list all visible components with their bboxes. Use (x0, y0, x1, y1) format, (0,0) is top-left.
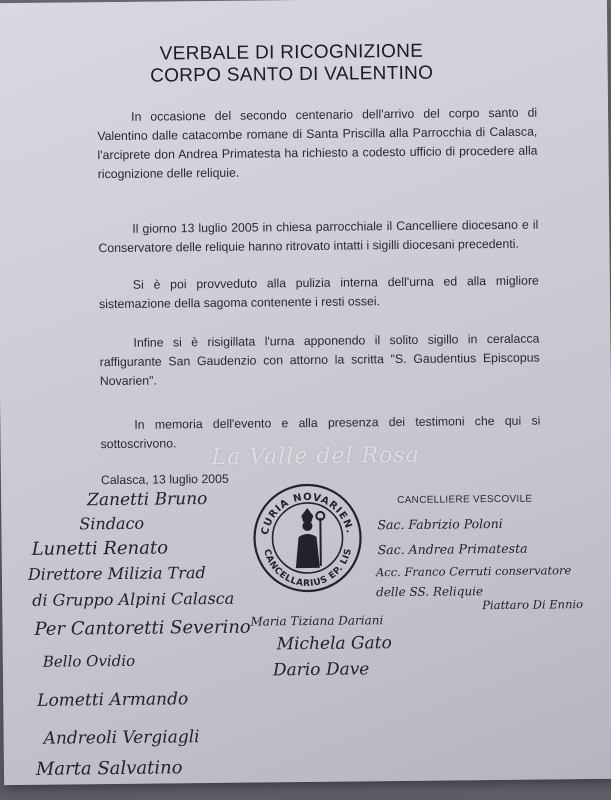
seal-top-text: CURIA NOVARIEN. (259, 491, 356, 536)
paragraph-5: In memoria dell'evento e alla presenza dei testimoni che qui si sottoscrivono. (100, 413, 541, 452)
signature-right-4: delle SS. Reliquie (376, 584, 484, 600)
signature-left-5: di Gruppo Alpini Calasca (32, 588, 235, 610)
signature-left-10: Marta Salvatino (35, 757, 183, 780)
signature-middle-2: Michela Gato (276, 633, 392, 655)
signature-left-2: Sindaco (79, 513, 145, 534)
signature-right-2: Sac. Andrea Primatesta (377, 540, 528, 558)
seal-icon (251, 481, 364, 594)
signature-left-4: Direttore Milizia Trad (27, 563, 206, 584)
paragraph-3: Si è poi provveduto alla pulizia interna dell'urna ed alla migliore sistemazione della sagoma contenente i resti ossei. (99, 273, 539, 312)
title-line-2: CORPO SANTO DI VALENTINO (150, 62, 434, 87)
document-title (76, 40, 506, 89)
signature-left-1: Zanetti Bruno (87, 489, 208, 511)
curia-seal-stamp (251, 481, 364, 594)
signature-left-8: Lometti Armando (37, 689, 189, 711)
signature-left-7: Bello Ovidio (42, 651, 136, 671)
title-line-1: VERBALE DI RICOGNIZIONE (159, 40, 424, 65)
paragraph-1: In occasione del secondo centenario dell'arrivo del corpo santo di Valentino dalle catacombe romane di Santa Priscilla alla Parrocchia di Calasca, l'arciprete don Andrea Primatesta ha richiesto a codesto ufficio di procedere alla ricognizione delle reliquie. (97, 105, 538, 182)
cancelliere-heading: CANCELLIERE VESCOVILE (397, 493, 533, 507)
signature-left-6: Per Cantoretti Severino (34, 616, 251, 640)
signature-right-1: Sac. Fabrizio Poloni (377, 515, 503, 533)
signature-middle-3: Dario Dave (272, 659, 370, 681)
signature-left-3: Lunetti Renato (31, 537, 169, 560)
signature-left-9: Andreoli Vergiagli (43, 727, 200, 749)
paragraph-4: Infine si è risigillata l'urna apponendo il solito sigillo in ceralacca raffigurante San Gaudenzio con attorno la scritta "S. Gaudentius Episcopus Novarien". (99, 331, 540, 389)
place-date: Calasca, 13 luglio 2005 (100, 471, 229, 488)
watermark: La Valle del Rosa (211, 442, 420, 470)
signature-right-3: Acc. Franco Cerruti conservatore (375, 563, 572, 580)
signature-right-5: Piattaro Di Ennio (482, 597, 584, 613)
signature-middle-1: Maria Tiziana Dariani (250, 613, 384, 629)
paragraph-2: Il giorno 13 luglio 2005 in chiesa parrocchiale il Cancelliere diocesano e il Conservatore delle reliquie hanno ritrovato intatti i sigilli diocesani precedenti. (98, 217, 539, 256)
seal-bottom-text: CANCELLARIUS EP. LIS (261, 547, 355, 590)
